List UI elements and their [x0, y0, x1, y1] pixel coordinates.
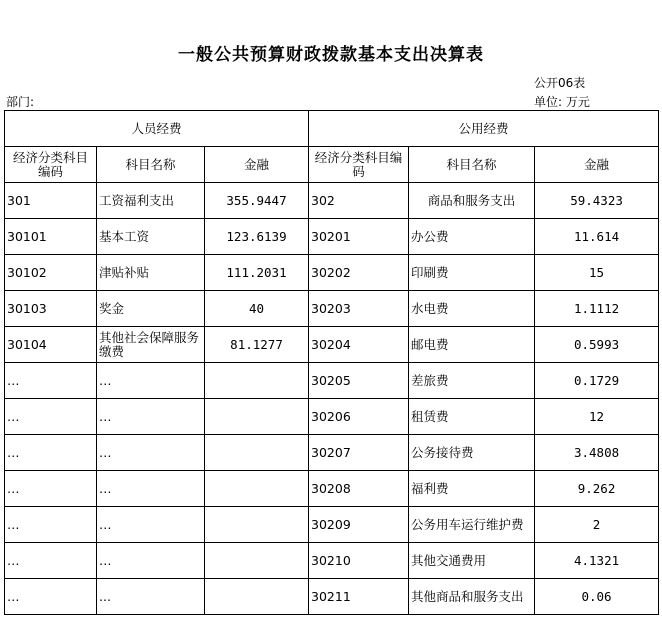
public-code-cell: 30201 [309, 219, 409, 255]
public-header: 公用经费 [309, 111, 659, 147]
table-row [5, 291, 659, 327]
personnel-header: 人员经费 [5, 111, 309, 147]
personnel-code-cell: … [5, 399, 97, 435]
personnel-code-cell: … [5, 363, 97, 399]
page-title: 一般公共预算财政拨款基本支出决算表 [178, 45, 484, 65]
personnel-amount-cell: 111.2031 [205, 255, 309, 291]
public-name-cell: 印刷费 [409, 255, 535, 291]
personnel-code-cell: 30104 [5, 327, 97, 363]
public-amount-cell: 59.4323 [535, 183, 659, 219]
personnel-name-cell: … [97, 543, 205, 579]
public-code-cell: 30211 [309, 579, 409, 615]
table-row [5, 255, 659, 291]
public-name-cell: 差旅费 [409, 363, 535, 399]
personnel-amount-cell [205, 471, 309, 507]
personnel-code-cell: … [5, 543, 97, 579]
personnel-amount-cell: 355.9447 [205, 183, 309, 219]
personnel-amount-cell [205, 507, 309, 543]
form-code: 公开06表 [534, 76, 586, 90]
public-code-header: 经济分类科目编码 [309, 147, 409, 183]
personnel-name-cell: 津贴补贴 [97, 255, 205, 291]
personnel-code-cell: 30103 [5, 291, 97, 327]
personnel-amount-header: 金融 [205, 147, 309, 183]
public-name-cell: 其他交通费用 [409, 543, 535, 579]
personnel-name-cell: … [97, 507, 205, 543]
public-code-cell: 30208 [309, 471, 409, 507]
public-code-cell: 30206 [309, 399, 409, 435]
personnel-code-cell: … [5, 507, 97, 543]
table-row [5, 507, 659, 543]
table-row [5, 579, 659, 615]
table-row [5, 183, 659, 219]
expenditure-table [4, 110, 659, 615]
table-row [5, 363, 659, 399]
personnel-name-cell: ... [97, 579, 205, 615]
personnel-code-cell: 30102 [5, 255, 97, 291]
public-code-cell: 302 [309, 183, 409, 219]
personnel-name-header: 科目名称 [97, 147, 205, 183]
public-amount-cell: 4.1321 [535, 543, 659, 579]
personnel-amount-cell [205, 435, 309, 471]
personnel-name-cell: 奖金 [97, 291, 205, 327]
personnel-code-cell: … [5, 579, 97, 615]
public-code-cell: 30207 [309, 435, 409, 471]
personnel-name-cell: 工资福利支出 [97, 183, 205, 219]
public-name-cell: 福利费 [409, 471, 535, 507]
public-code-cell: 30209 [309, 507, 409, 543]
table-row [5, 327, 659, 363]
personnel-amount-cell [205, 579, 309, 615]
personnel-code-cell: … [5, 471, 97, 507]
public-code-cell: 30205 [309, 363, 409, 399]
public-name-cell: 公务接待费 [409, 435, 535, 471]
public-code-cell: 30202 [309, 255, 409, 291]
personnel-code-cell: 30101 [5, 219, 97, 255]
public-name-cell: 其他商品和服务支出 [409, 579, 535, 615]
table-row [5, 219, 659, 255]
personnel-name-cell: … [97, 363, 205, 399]
public-name-cell: 邮电费 [409, 327, 535, 363]
table-row [5, 471, 659, 507]
personnel-name-cell: 基本工资 [97, 219, 205, 255]
personnel-code-cell: … [5, 435, 97, 471]
public-amount-cell: 0.5993 [535, 327, 659, 363]
personnel-name-cell: 其他社会保障服务缴费 [97, 327, 205, 363]
personnel-amount-cell: 123.6139 [205, 219, 309, 255]
department-label: 部门: [6, 95, 35, 109]
public-amount-cell: 1.1112 [535, 291, 659, 327]
public-name-cell: 水电费 [409, 291, 535, 327]
personnel-amount-cell [205, 399, 309, 435]
public-name-cell: 商品和服务支出 [409, 183, 535, 219]
public-amount-cell: 3.4808 [535, 435, 659, 471]
personnel-name-cell: … [97, 471, 205, 507]
personnel-amount-cell [205, 543, 309, 579]
personnel-amount-cell [205, 363, 309, 399]
table-row [5, 435, 659, 471]
public-name-cell: 公务用车运行维护费 [409, 507, 535, 543]
public-name-cell: 办公费 [409, 219, 535, 255]
public-amount-cell: 11.614 [535, 219, 659, 255]
personnel-amount-cell: 81.1277 [205, 327, 309, 363]
public-amount-cell: 0.1729 [535, 363, 659, 399]
table-row [5, 399, 659, 435]
public-code-cell: 30203 [309, 291, 409, 327]
public-name-header: 科目名称 [409, 147, 535, 183]
public-name-cell: 租赁费 [409, 399, 535, 435]
personnel-code-cell: 301 [5, 183, 97, 219]
table-row [5, 543, 659, 579]
public-amount-cell: 9.262 [535, 471, 659, 507]
personnel-code-header: 经济分类科目编码 [5, 147, 97, 183]
personnel-name-cell: … [97, 399, 205, 435]
public-amount-header: 金融 [535, 147, 659, 183]
personnel-name-cell: … [97, 435, 205, 471]
public-amount-cell: 2 [535, 507, 659, 543]
unit-label: 单位: 万元 [534, 95, 590, 109]
public-amount-cell: 15 [535, 255, 659, 291]
personnel-amount-cell: 40 [205, 291, 309, 327]
public-code-cell: 30210 [309, 543, 409, 579]
public-amount-cell: 0.06 [535, 579, 659, 615]
public-code-cell: 30204 [309, 327, 409, 363]
public-amount-cell: 12 [535, 399, 659, 435]
